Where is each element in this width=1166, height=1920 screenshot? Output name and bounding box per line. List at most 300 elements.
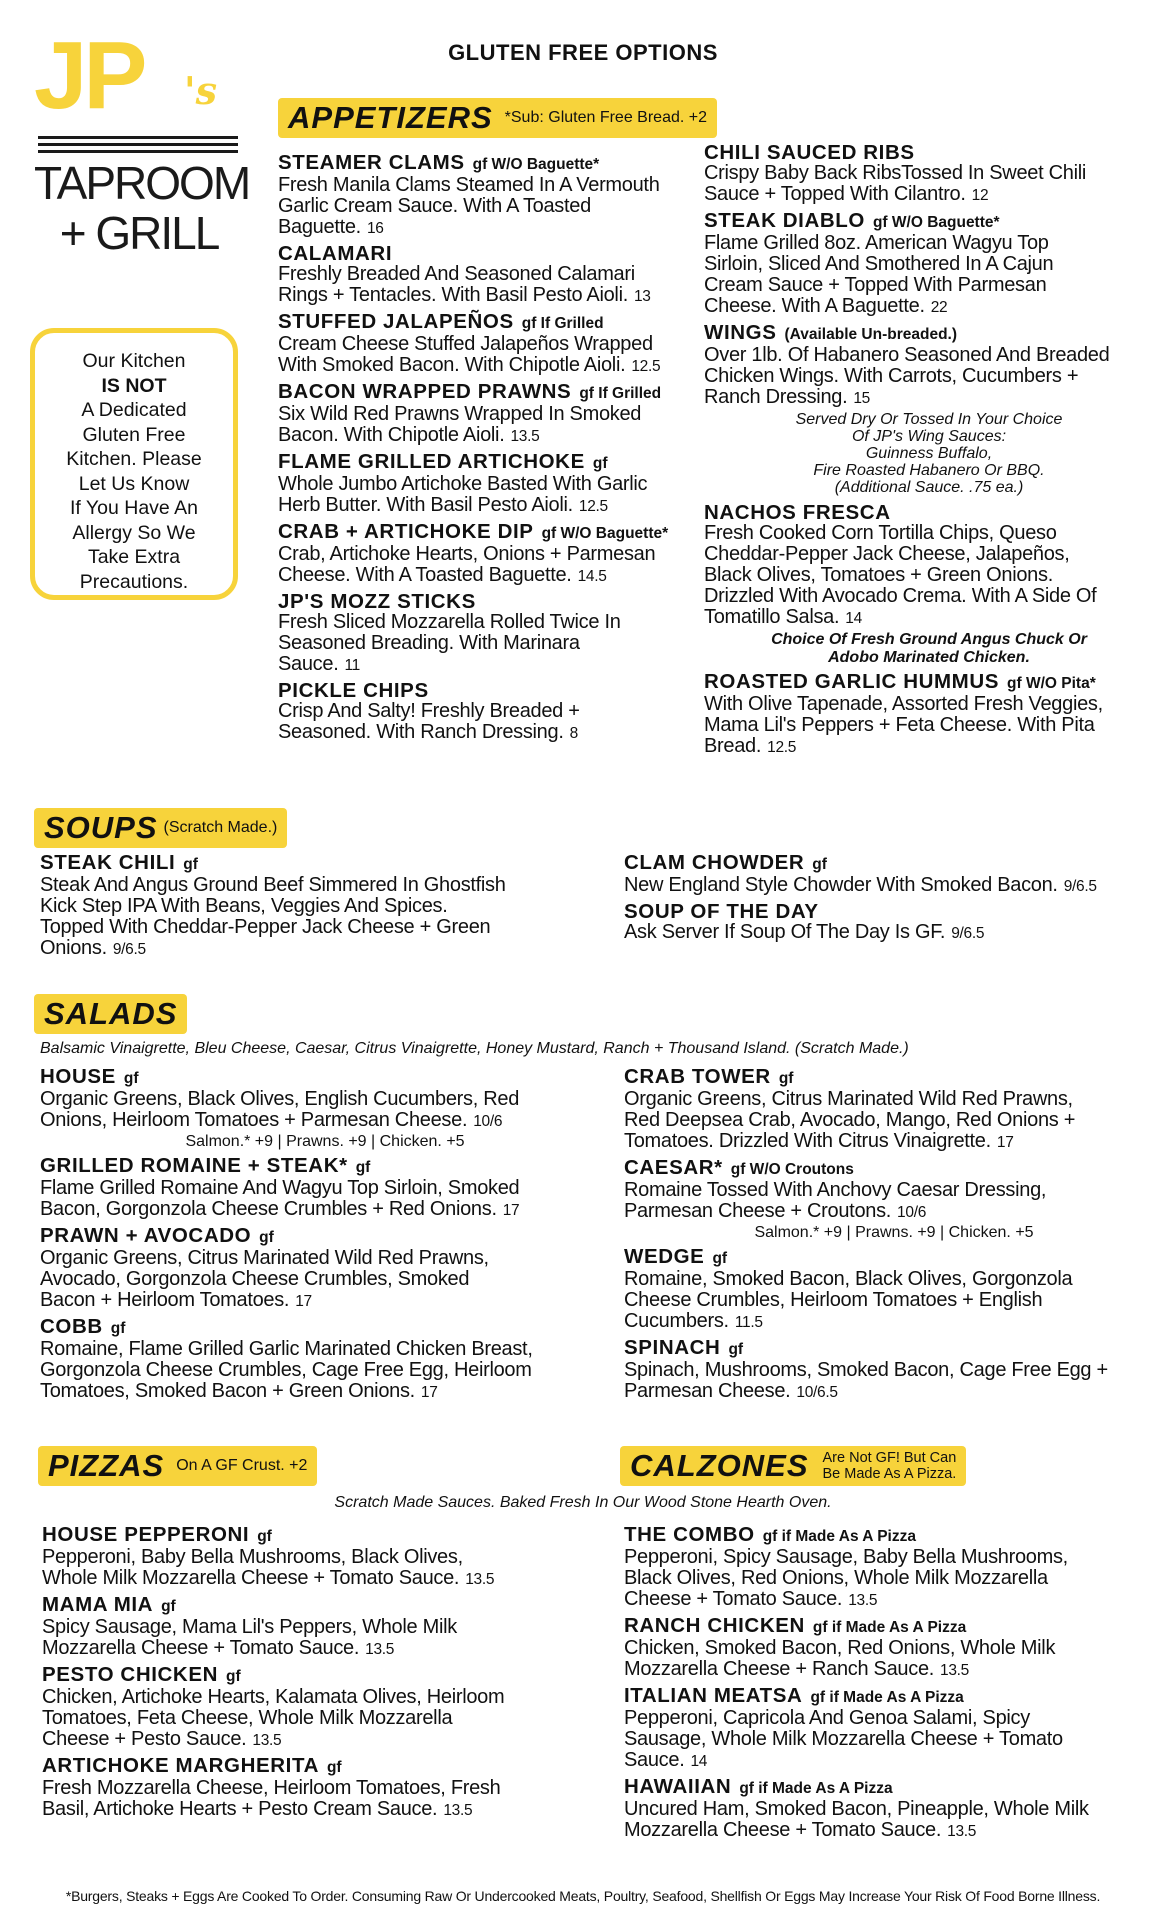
desc-text: Seasoned. With Ranch Dressing. (278, 721, 564, 743)
menu-item-desc (624, 1659, 1164, 1681)
menu-item-desc (704, 233, 1154, 254)
desc-text: Herb Butter. With Basil Pesto Aioli. (278, 494, 573, 516)
wing-note-line: Guinness Buffalo, (865, 445, 993, 462)
menu-item-name: GRILLED ROMAINE + STEAK* (40, 1154, 348, 1177)
appetizers-note: *Sub: Gluten Free Bread. +2 (504, 109, 707, 126)
menu-item-desc (278, 425, 698, 447)
menu-item-price: 13 (633, 288, 651, 305)
desc-text: Cheese + Tomato Sauce. (624, 1588, 843, 1610)
menu-item-desc (40, 1110, 610, 1132)
menu-item-name-row (624, 852, 1164, 875)
menu-item-name: BACON WRAPPED PRAWNS (278, 380, 572, 403)
desc-text: Crisp And Salty! Freshly Breaded + (278, 700, 580, 722)
menu-item-price: 14.5 (577, 568, 607, 585)
gf-tag: gf (812, 856, 827, 873)
soups-header (34, 808, 287, 848)
menu-item-desc (704, 715, 1154, 736)
desc-text: Topped With Cheddar-Pepper Jack Cheese + Green (40, 916, 491, 938)
logo-jp: JP (34, 22, 144, 129)
wing-sauce-note (704, 411, 1154, 496)
desc-text: Baguette. (278, 216, 361, 238)
pizzas-left-column (42, 1524, 612, 1825)
salads-dressings: Balsamic Vinaigrette, Bleu Cheese, Caesar, Citrus Vinaigrette, Honey Mustard, Ranch + Thousand Island. (Scratch Made.) (40, 1040, 909, 1057)
menu-item (278, 591, 698, 676)
appetizers-right-column (704, 142, 1154, 762)
menu-item-desc (278, 334, 698, 355)
desc-text: Sirloin, Sliced And Smothered In A Cajun (704, 253, 1054, 275)
menu-item-desc (40, 1339, 610, 1360)
menu-item-desc (40, 1089, 610, 1110)
nacho-note-line: Choice Of Fresh Ground Angus Chuck Or (771, 631, 1087, 648)
menu-item (40, 1316, 610, 1403)
menu-item-name: HOUSE (40, 1065, 116, 1088)
menu-item (704, 322, 1154, 496)
menu-item-name-row (704, 502, 1154, 523)
gf-tag: gf (728, 1341, 744, 1358)
calzones-note (823, 1450, 957, 1482)
menu-item-price: 22 (930, 299, 948, 316)
menu-item-name-row (40, 1155, 610, 1178)
appetizers-title: APPETIZERS (288, 100, 493, 135)
menu-item-name: CLAM CHOWDER (624, 851, 805, 874)
menu-item (624, 1066, 1164, 1153)
desc-text: Drizzled With Avocado Crema. With A Side Of (704, 585, 1097, 607)
menu-item-name-row (42, 1594, 612, 1617)
calzones-note-line: Are Not GF! But Can (822, 1450, 957, 1466)
menu-item-desc (624, 1820, 1164, 1842)
menu-item-name-row (278, 152, 698, 175)
wing-note-line: Of JP's Wing Sauces: (851, 428, 1007, 445)
desc-text: Fresh Mozzarella Cheese, Heirloom Tomatoes, Fresh (42, 1777, 501, 1799)
menu-item-price: 9/6.5 (1063, 878, 1097, 895)
menu-item-price: 13.5 (252, 1732, 282, 1749)
menu-item-desc (40, 938, 600, 960)
menu-item-name: CAESAR* (624, 1156, 723, 1179)
salads-header (34, 994, 187, 1034)
menu-item-price: 13.5 (848, 1592, 878, 1609)
menu-item-desc (624, 922, 1164, 944)
desc-text: Spinach, Mushrooms, Smoked Bacon, Cage Free Egg + (624, 1359, 1108, 1381)
menu-item-price: 13.5 (443, 1802, 473, 1819)
calzones-note-line: Be Made As A Pizza. (822, 1466, 957, 1482)
menu-item-desc (624, 1089, 1164, 1110)
menu-item-price: 17 (502, 1202, 520, 1219)
menu-item (704, 210, 1154, 318)
notice-line: Our Kitchen (82, 350, 186, 372)
menu-item (42, 1524, 612, 1590)
menu-item-name: STEAK CHILI (40, 851, 176, 874)
menu-item-name: WEDGE (624, 1245, 705, 1268)
menu-item-name-row (40, 1225, 610, 1248)
menu-item-desc (624, 1201, 1164, 1223)
menu-item (624, 1337, 1164, 1403)
desc-text: Organic Greens, Citrus Marinated Wild Red Prawns, (40, 1247, 489, 1269)
menu-item-price: 16 (366, 220, 384, 237)
gf-tag: gf W/O Baguette* (872, 214, 1000, 231)
desc-text: Seasoned Breading. With Marinara (278, 632, 580, 654)
menu-item-desc (704, 366, 1154, 387)
menu-item-name: STEAK DIABLO (704, 209, 865, 232)
menu-item (40, 1225, 610, 1312)
wing-note-line: Fire Roasted Habanero Or BBQ. (813, 462, 1045, 479)
menu-item-desc (704, 163, 1154, 184)
menu-item-desc (704, 736, 1154, 758)
desc-text: Avocado, Gorgonzola Cheese Crumbles, Smoked (40, 1268, 470, 1290)
nacho-protein-note (704, 631, 1154, 667)
menu-item-desc (278, 701, 698, 722)
menu-item-desc (704, 607, 1154, 629)
notice-line-emphasis: IS NOT (101, 374, 167, 397)
menu-item-price: 11.5 (734, 1314, 763, 1331)
salads-badge (34, 994, 187, 1034)
desc-text: Crispy Baby Back RibsTossed In Sweet Chili (704, 162, 1087, 184)
desc-text: Garlic Cream Sauce. With A Toasted (278, 195, 591, 217)
menu-item-name: FLAME GRILLED ARTICHOKE (278, 450, 585, 473)
menu-item-name: ROASTED GARLIC HUMMUS (704, 670, 1000, 693)
gf-tag: gf W/O Baguette* (472, 156, 600, 173)
gf-tag: gf If Grilled (579, 385, 662, 402)
desc-text: Fresh Manila Clams Steamed In A Vermouth (278, 174, 660, 196)
menu-item-desc (40, 1269, 610, 1290)
menu-item-price: 17 (295, 1293, 312, 1310)
menu-item-name-row (704, 210, 1154, 233)
desc-text: Cream Sauce + Topped With Parmesan (704, 274, 1047, 296)
desc-text: Cheese. With A Baguette. (704, 295, 925, 317)
menu-item-name-row (278, 381, 698, 404)
menu-item (278, 451, 698, 517)
pizzas-badge (38, 1446, 317, 1486)
logo-grill: + GRILL (59, 207, 219, 259)
menu-item-desc (704, 523, 1154, 544)
menu-item-desc (624, 1638, 1164, 1659)
menu-item (42, 1664, 612, 1751)
desc-text: Tomatillo Salsa. (704, 606, 840, 628)
addon-options: Salmon.* +9 | Prawns. +9 | Chicken. +5 (754, 1224, 1034, 1241)
menu-item-name-row (40, 1316, 610, 1339)
desc-text: Bread. (704, 735, 762, 757)
notice-line: Allergy So We (72, 521, 196, 544)
menu-item-name-row (624, 1066, 1164, 1089)
calzones-header (620, 1446, 966, 1486)
menu-item (278, 243, 698, 307)
menu-item-desc (624, 1799, 1164, 1820)
menu-item-name: NACHOS FRESCA (704, 501, 891, 524)
desc-text: Bacon + Heirloom Tomatoes. (40, 1289, 290, 1311)
salads-right-column (624, 1066, 1164, 1407)
desc-text: Black Olives, Tomatoes + Green Onions. (704, 564, 1053, 586)
menu-item (704, 502, 1154, 667)
menu-item-name: WINGS (704, 321, 777, 344)
menu-item-price: 13.5 (940, 1662, 969, 1679)
menu-item-desc (42, 1617, 612, 1638)
menu-item-desc (42, 1687, 612, 1708)
menu-item-price: 10/6 (473, 1113, 503, 1130)
menu-item (278, 521, 698, 587)
menu-item-desc (40, 1178, 610, 1199)
menu-item (704, 671, 1154, 758)
menu-item-desc (624, 1589, 1164, 1611)
menu-item-desc (624, 1568, 1164, 1589)
menu-item-name: HAWAIIAN (624, 1775, 732, 1798)
desc-text: Cheese. With A Toasted Baguette. (278, 564, 572, 586)
desc-text: Cheese Crumbles, Heirloom Tomatoes + English (624, 1289, 1043, 1311)
menu-item-desc (704, 387, 1154, 409)
desc-text: Fresh Sliced Mozzarella Rolled Twice In (278, 611, 621, 633)
menu-item-name: ARTICHOKE MARGHERITA (42, 1754, 319, 1777)
menu-item-price: 12.5 (578, 498, 608, 515)
desc-text: Cheese + Pesto Sauce. (42, 1728, 247, 1750)
desc-text: Ask Server If Soup Of The Day Is GF. (624, 921, 946, 943)
menu-item-desc (704, 184, 1154, 206)
notice-line: A Dedicated (81, 399, 187, 421)
menu-item-name-row (704, 322, 1154, 345)
desc-text: Freshly Breaded And Seasoned Calamari (278, 263, 635, 285)
menu-item-price: 14 (690, 1753, 708, 1770)
menu-item-desc (40, 1290, 610, 1312)
calzones-badge (620, 1446, 966, 1486)
desc-text: Mozzarella Cheese + Tomato Sauce. (624, 1819, 942, 1841)
desc-text: Gorgonzola Cheese Crumbles, Cage Free Egg, Heirloom (40, 1359, 532, 1381)
menu-item-desc (624, 1381, 1164, 1403)
menu-item-name-row (40, 1066, 610, 1089)
menu-item (704, 142, 1154, 206)
menu-item-name: JP'S MOZZ STICKS (278, 590, 476, 613)
desc-text: Parmesan Cheese. (624, 1380, 791, 1402)
desc-text: Sausage, Whole Milk Mozzarella Cheese + Tomato (624, 1728, 1063, 1750)
gf-tag: gf (123, 1070, 139, 1087)
desc-text: Chicken, Smoked Bacon, Red Onions, Whole Milk (624, 1637, 1056, 1659)
desc-text: Flame Grilled Romaine And Wagyu Top Sirloin, Smoked (40, 1177, 520, 1199)
gf-tag: (Available Un-breaded.) (784, 326, 958, 343)
desc-text: Fresh Cooked Corn Tortilla Chips, Queso (704, 522, 1057, 544)
gf-tag: gf (110, 1320, 126, 1337)
menu-item-name-row (624, 1337, 1164, 1360)
menu-item-desc (278, 264, 698, 285)
menu-item (624, 1685, 1164, 1772)
pizzas-title: PIZZAS (48, 1448, 165, 1483)
gf-tag: gf (257, 1528, 272, 1545)
desc-text: Onions. (40, 937, 107, 959)
menu-item-name-row (40, 852, 600, 875)
desc-text: Parmesan Cheese + Croutons. (624, 1200, 892, 1222)
menu-item-price: 12.5 (767, 739, 797, 756)
gf-tag: gf (326, 1759, 342, 1776)
desc-text: Pepperoni, Baby Bella Mushrooms, Black Olives, (42, 1546, 463, 1568)
addon-options: Salmon.* +9 | Prawns. +9 | Chicken. +5 (185, 1133, 465, 1150)
menu-item-desc (624, 1360, 1164, 1381)
notice-line: Gluten Free (82, 423, 186, 446)
desc-text: Tomatoes, Smoked Bacon + Green Onions. (40, 1380, 415, 1402)
menu-item-desc (42, 1638, 612, 1660)
menu-item-name: ITALIAN MEATSA (624, 1684, 803, 1707)
menu-item-name: CALAMARI (278, 242, 393, 265)
logo (34, 22, 250, 259)
gf-tag: gf if Made As A Pizza (762, 1528, 916, 1545)
menu-item-price: 13.5 (947, 1823, 977, 1840)
menu-item-desc (704, 565, 1154, 586)
menu-item-desc (278, 722, 698, 744)
gf-tag: gf (355, 1159, 371, 1176)
notice-line: Let Us Know (78, 472, 190, 495)
menu-item-name-row (278, 591, 698, 612)
menu-item (40, 1066, 610, 1151)
menu-item-desc (278, 565, 698, 587)
soups-title: SOUPS (44, 810, 158, 845)
menu-item-price: 13.5 (465, 1571, 495, 1588)
page-title: GLUTEN FREE OPTIONS (448, 40, 718, 65)
menu-item-price: 12.5 (631, 358, 661, 375)
menu-item (624, 1524, 1164, 1611)
desc-text: Romaine, Smoked Bacon, Black Olives, Gorgonzola (624, 1268, 1073, 1290)
desc-text: Six Wild Red Prawns Wrapped In Smoked (278, 403, 642, 425)
gf-tag: gf W/O Pita* (1007, 675, 1096, 692)
desc-text: Kick Step IPA With Beans, Veggies And Spices. (40, 895, 448, 917)
menu-item-name-row (278, 680, 698, 701)
menu-item-desc (40, 917, 600, 938)
menu-item-desc (278, 285, 698, 307)
menu-item (624, 852, 1164, 897)
gf-tag: gf (226, 1668, 241, 1685)
menu-item-price: 17 (420, 1384, 438, 1401)
logo-taproom: TAPROOM (34, 157, 250, 209)
menu-item-desc (624, 1547, 1164, 1568)
menu-item-name-row (624, 1524, 1164, 1547)
menu-item-name: CRAB + ARTICHOKE DIP (278, 520, 534, 543)
menu-item-name-row (624, 1157, 1164, 1180)
desc-text: Sauce. (278, 653, 339, 675)
gf-tag: gf (259, 1229, 274, 1246)
menu-item (624, 1246, 1164, 1333)
menu-item-desc (278, 612, 698, 633)
logo-s: 's (184, 68, 218, 113)
gf-tag: gf W/O Baguette* (541, 525, 669, 542)
desc-text: Rings + Tentacles. With Basil Pesto Aioli. (278, 284, 628, 306)
notice-line: Precautions. (79, 570, 189, 593)
pizzas-subtitle: Scratch Made Sauces. Baked Fresh In Our Wood Stone Hearth Oven. (334, 1494, 832, 1511)
menu-item-desc (278, 544, 698, 565)
calzones-title: CALZONES (630, 1448, 809, 1483)
menu-item (42, 1755, 612, 1821)
notice-line: Kitchen. Please (66, 448, 202, 470)
menu-item-desc (278, 495, 698, 517)
menu-item-price: 12 (971, 187, 989, 204)
desc-text: Whole Jumbo Artichoke Basted With Garlic (278, 473, 648, 495)
menu-item-name: STUFFED JALAPEÑOS (278, 310, 514, 333)
menu-item-price: 17 (996, 1134, 1014, 1151)
menu-item-name: RANCH CHICKEN (624, 1614, 805, 1637)
menu-item (624, 901, 1164, 944)
menu-item (278, 152, 698, 239)
menu-item-price: 11 (344, 657, 360, 674)
menu-item-desc (40, 1248, 610, 1269)
menu-item-price: 13.5 (510, 428, 540, 445)
menu-item (278, 311, 698, 377)
menu-item-name: HOUSE PEPPERONI (42, 1523, 250, 1546)
menu-item-desc (278, 196, 698, 217)
gf-tag: gf W/O Croutons (730, 1161, 854, 1178)
desc-text: Sauce + Topped With Cilantro. (704, 183, 966, 205)
desc-text: Over 1lb. Of Habanero Seasoned And Breaded (704, 344, 1110, 366)
soups-note: (Scratch Made.) (163, 819, 278, 836)
wing-note-line: Served Dry Or Tossed In Your Choice (795, 411, 1063, 428)
menu-item-desc (704, 544, 1154, 565)
menu-item (278, 381, 698, 447)
menu-item-name: CHILI SAUCED RIBS (704, 141, 915, 164)
menu-item-desc (278, 217, 698, 239)
appetizers-left-column (278, 152, 698, 748)
gf-tag: gf (183, 856, 198, 873)
gf-tag: gf (712, 1250, 728, 1267)
wing-note-line: (Additional Sauce. .75 ea.) (834, 479, 1024, 496)
desc-text: New England Style Chowder With Smoked Bacon. (624, 874, 1058, 896)
menu-item-name: STEAMER CLAMS (278, 151, 465, 174)
menu-item-name-row (278, 243, 698, 264)
notice-line: Take Extra (87, 546, 181, 568)
desc-text: Flame Grilled 8oz. American Wagyu Top (704, 232, 1049, 254)
calzones-right-column (624, 1524, 1164, 1846)
desc-text: Bacon, Gorgonzola Cheese Crumbles + Red Onions. (40, 1198, 497, 1220)
menu-item-desc (278, 633, 698, 654)
menu-item-price: 10/6.5 (796, 1384, 838, 1401)
menu-item-desc (278, 654, 698, 676)
menu-item-desc (624, 1290, 1164, 1311)
menu-item-name-row (704, 142, 1154, 163)
desc-text: Tomatoes. Drizzled With Citrus Vinaigrette. (624, 1130, 991, 1152)
desc-text: Romaine, Flame Grilled Garlic Marinated Chicken Breast, (40, 1338, 533, 1360)
menu-item-name: PICKLE CHIPS (278, 679, 429, 702)
desc-text: Onions, Heirloom Tomatoes + Parmesan Cheese. (40, 1109, 468, 1131)
pizzas-note: On A GF Crust. +2 (176, 1457, 308, 1474)
desc-text: Bacon. With Chipotle Aioli. (278, 424, 505, 446)
menu-item-name-row (624, 901, 1164, 922)
menu-item-desc (40, 1360, 610, 1381)
desc-text: Red Deepsea Crab, Avocado, Mango, Red Onions + (624, 1109, 1076, 1131)
desc-text: Romaine Tossed With Anchovy Caesar Dressing, (624, 1179, 1047, 1201)
menu-item-desc (278, 474, 698, 495)
menu-item-desc (40, 896, 600, 917)
desc-text: Ranch Dressing. (704, 386, 848, 408)
nacho-note-line: Adobo Marinated Chicken. (828, 649, 1030, 666)
menu-item-name-row (624, 1776, 1164, 1799)
desc-text: Mama Lil's Peppers + Feta Cheese. With Pita (704, 714, 1095, 736)
desc-text: Organic Greens, Black Olives, English Cucumbers, Red (40, 1088, 520, 1110)
menu-item-name-row (278, 311, 698, 334)
menu-item-price: 13.5 (365, 1641, 395, 1658)
logo-lines (38, 136, 238, 157)
gf-tag: gf (778, 1070, 794, 1087)
desc-text: Whole Milk Mozzarella Cheese + Tomato Sauce. (42, 1567, 460, 1589)
menu-item-name: CRAB TOWER (624, 1065, 771, 1088)
desc-text: Organic Greens, Citrus Marinated Wild Red Prawns, (624, 1088, 1073, 1110)
desc-text: Cream Cheese Stuffed Jalapeños Wrapped (278, 333, 653, 355)
menu-item-desc (624, 1311, 1164, 1333)
desc-text: Mozzarella Cheese + Tomato Sauce. (42, 1637, 360, 1659)
desc-text: Pepperoni, Capricola And Genoa Salami, Spicy (624, 1707, 1030, 1729)
desc-text: Chicken Wings. With Carrots, Cucumbers + (704, 365, 1079, 387)
menu-item-name-row (42, 1664, 612, 1687)
menu-item-desc (42, 1708, 612, 1729)
desc-text: Black Olives, Red Onions, Whole Milk Mozzarella (624, 1567, 1048, 1589)
salads-left-column (40, 1066, 610, 1407)
menu-item-desc (704, 345, 1154, 366)
menu-item-price: 14 (845, 610, 862, 627)
gf-tag: gf If Grilled (521, 315, 604, 332)
menu-item (40, 852, 600, 960)
footer-disclaimer: *Burgers, Steaks + Eggs Are Cooked To Order. Consuming Raw Or Undercooked Meats, Poultry, Seafood, Shellfish Or Eggs May Increase Your Risk Of Food Borne Illness. (65, 1888, 1101, 1904)
desc-text: Steak And Angus Ground Beef Simmered In Ghostfish (40, 874, 506, 896)
menu-item-name-row (42, 1755, 612, 1778)
allergy-notice (30, 328, 238, 600)
